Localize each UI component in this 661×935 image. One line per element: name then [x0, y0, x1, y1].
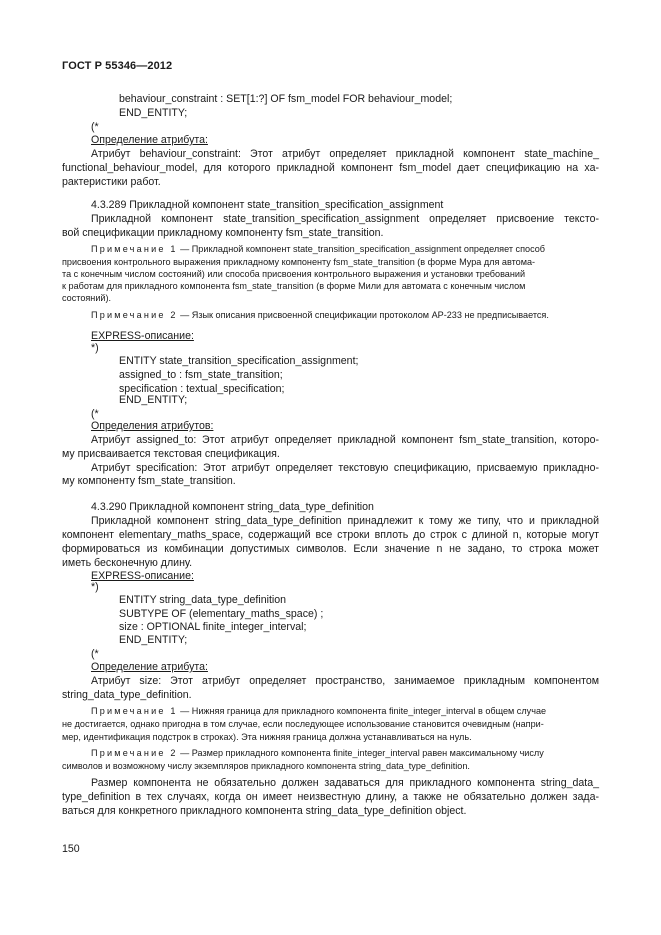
note-line: присвоения контрольного выражения прикладному компоненту fsm_state_transition (в форме Мура для автома- — [62, 257, 536, 267]
paragraph-line: му компоненту fsm_state_transition. — [62, 475, 236, 487]
note-line: мер, идентификация подстрок в строках). Эта нижняя граница должна устанавливаться на нуль. — [62, 732, 472, 742]
note-label: Примечание 1 — [91, 706, 178, 716]
code-line: END_ENTITY; — [119, 107, 188, 119]
paragraph-line: Атрибут behaviour_constraint: Этот атрибут определяет прикладной компонент state_machine_ — [91, 148, 599, 160]
code-line: (* — [91, 648, 99, 660]
code-line: (* — [91, 121, 99, 133]
paragraph-line: формироваться из комбинации допустимых символов. Если значение n не задано, то строка может — [62, 543, 599, 555]
paragraph-line: string_data_type_definition. — [62, 689, 192, 701]
paragraph-line: рактеристики работ. — [62, 176, 161, 188]
note-line: символов и возможному числу экземпляров прикладного компонента string_data_type_definition. — [62, 761, 470, 771]
standard-header: ГОСТ Р 55346—2012 — [62, 60, 173, 72]
note-line: не достигается, однако пригодна в том случае, если последующее использование становится очевидным (напри- — [62, 719, 544, 729]
section-heading: Определения атрибутов: — [91, 420, 214, 432]
code-line: ENTITY string_data_type_definition — [119, 594, 287, 606]
code-line: (* — [91, 408, 99, 420]
paragraph-line: Размер компонента не обязательно должен задаваться для прикладного компонента string_data_ — [91, 777, 599, 789]
clause-title: 4.3.290 Прикладной компонент string_data_type_definition — [91, 501, 374, 513]
section-heading: Определение атрибута: — [91, 661, 208, 673]
code-line: ENTITY state_transition_specification_assignment; — [119, 355, 359, 367]
section-heading: Определение атрибута: — [91, 134, 208, 146]
paragraph-line: functional_behaviour_model, для которого прикладной компонент fsm_model дает спецификацию на ха- — [62, 162, 599, 174]
paragraph-line: Атрибут specification: Этот атрибут определяет текстовую спецификацию, присваемую прикладно- — [91, 462, 599, 474]
paragraph-line: Прикладной компонент string_data_type_definition принадлежит к тому же типу, что и прикладной — [91, 515, 599, 527]
note-line: Примечание 1 — Прикладной компонент state_transition_specification_assignment определяет способ — [91, 244, 545, 254]
code-line: SUBTYPE OF (elementary_maths_space) ; — [119, 608, 324, 620]
note-line: состояний). — [62, 293, 112, 303]
page-number: 150 — [62, 843, 80, 855]
note-line: Примечание 2 — Язык описания присвоенной спецификации протоколом АР-233 не предписывается. — [91, 310, 549, 320]
section-heading: EXPRESS-описание: — [91, 570, 194, 582]
code-line: END_ENTITY; — [119, 394, 188, 406]
paragraph-line: ваться для конкретного прикладного компонента string_data_type_definition object. — [62, 805, 467, 817]
paragraph-line: Атрибут size: Этот атрибут определяет пространство, занимаемое прикладным компонентом — [91, 675, 599, 687]
note-line: та с конечным числом состояний) или способа присвоения контрольного выражения и установки требований — [62, 269, 526, 279]
note-label: Примечание 2 — [91, 310, 178, 320]
code-line: assigned_to : fsm_state_transition; — [119, 369, 283, 381]
section-heading: EXPRESS-описание: — [91, 330, 194, 342]
note-label: Примечание 2 — [91, 748, 178, 758]
code-line: behaviour_constraint : SET[1:?] OF fsm_model FOR behaviour_model; — [119, 93, 453, 105]
code-line: *) — [91, 581, 99, 593]
paragraph-line: Прикладной компонент state_transition_specification_assignment определяет присвоение тексто- — [91, 213, 599, 225]
code-line: size : OPTIONAL finite_integer_interval; — [119, 621, 307, 633]
code-line: specification : textual_specification; — [119, 383, 285, 395]
note-label: Примечание 1 — [91, 244, 178, 254]
paragraph-line: му присваивается текстовая спецификация. — [62, 448, 280, 460]
note-line: к работам для прикладного компонента fsm_state_transition (в форме Мили для автомата с конечным числом — [62, 281, 526, 291]
paragraph-line: иметь бесконечную длину. — [62, 557, 193, 569]
paragraph-line: компонент elementary_maths_space, содержащий все строки вплоть до строк с длиной n, которые могут — [62, 529, 599, 541]
paragraph-line: type_definition в тех случаях, когда он имеет неизвестную длину, а также не обязательно должен зада- — [62, 791, 599, 803]
clause-title: 4.3.289 Прикладной компонент state_transition_specification_assignment — [91, 199, 444, 211]
note-line: Примечание 2 — Размер прикладного компонента finite_integer_interval равен максимальному числу — [91, 748, 544, 758]
code-line: *) — [91, 342, 99, 354]
note-line: Примечание 1 — Нижняя граница для прикладного компонента finite_integer_interval в общем случае — [91, 706, 547, 716]
code-line: END_ENTITY; — [119, 634, 188, 646]
paragraph-line: Атрибут assigned_to: Этот атрибут определяет прикладной компонент fsm_state_transition, которо- — [91, 434, 599, 446]
paragraph-line: вой спецификации прикладному компоненту fsm_state_transition. — [62, 227, 384, 239]
